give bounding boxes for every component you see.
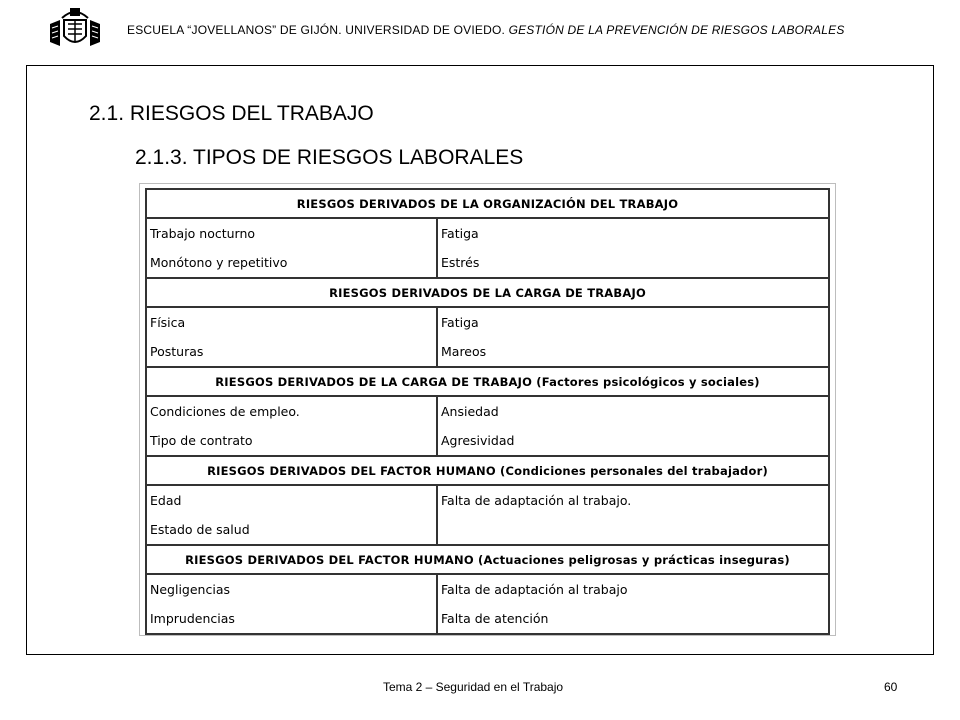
risk-effect: Mareos — [441, 344, 487, 359]
risk-effect: Estrés — [441, 255, 480, 270]
page-subtitle: 2.1.3. TIPOS DE RIESGOS LABORALES — [135, 146, 524, 169]
risk-cause-cell — [146, 485, 437, 545]
table-section-header-row — [146, 545, 829, 574]
footer-text: Tema 2 – Seguridad en el Trabajo — [382, 680, 564, 694]
risk-cause-cell — [146, 574, 437, 634]
risk-effect-cell — [437, 574, 829, 634]
risk-cause: Física — [150, 315, 186, 330]
table-section-header-row — [146, 278, 829, 307]
university-crest-icon — [48, 6, 102, 50]
page-number: 60 — [884, 680, 898, 694]
risk-cause-cell — [146, 396, 437, 456]
risk-effect-cell — [437, 307, 829, 367]
section-header: RIESGOS DERIVADOS DE LA CARGA DE TRABAJO (Factores psicológicos y sociales) — [146, 367, 829, 396]
section-header: RIESGOS DERIVADOS DEL FACTOR HUMANO (Condiciones personales del trabajador) — [146, 456, 829, 485]
risk-effect: Falta de atención — [441, 611, 549, 626]
risk-cause: Edad — [150, 493, 182, 508]
table-section-header-row — [146, 189, 829, 218]
risk-cause: Monótono y repetitivo — [150, 255, 288, 270]
section-header: RIESGOS DERIVADOS DE LA ORGANIZACIÓN DEL TRABAJO — [146, 189, 829, 218]
risk-effect-cell — [437, 396, 829, 456]
risk-table — [145, 188, 830, 635]
table-row — [146, 485, 829, 545]
section-header: RIESGOS DERIVADOS DE LA CARGA DE TRABAJO — [146, 278, 829, 307]
risk-effect-cell — [437, 485, 829, 545]
page-title: 2.1. RIESGOS DEL TRABAJO — [89, 102, 374, 125]
header-institution: ESCUELA “JOVELLANOS” DE GIJÓN. UNIVERSIDAD DE OVIEDO. — [127, 23, 509, 37]
risk-cause-cell — [146, 218, 437, 278]
risk-cause: Posturas — [150, 344, 204, 359]
risk-effect: Fatiga — [441, 226, 479, 241]
risk-cause: Estado de salud — [150, 522, 250, 537]
risk-cause: Negligencias — [150, 582, 230, 597]
header-course: GESTIÓN DE LA PREVENCIÓN DE RIESGOS LABORALES — [508, 23, 845, 37]
table-row — [146, 218, 829, 278]
section-header: RIESGOS DERIVADOS DEL FACTOR HUMANO (Actuaciones peligrosas y prácticas inseguras) — [146, 545, 829, 574]
risk-effect: Falta de adaptación al trabajo. — [441, 493, 632, 508]
risk-cause: Imprudencias — [150, 611, 235, 626]
risk-effect-cell — [437, 218, 829, 278]
table-row — [146, 307, 829, 367]
risk-cause: Tipo de contrato — [150, 433, 253, 448]
risk-effect: Ansiedad — [441, 404, 499, 419]
risk-cause-cell — [146, 307, 437, 367]
risk-effect — [438, 515, 828, 544]
table-section-header-row — [146, 456, 829, 485]
risk-cause: Condiciones de empleo. — [150, 404, 300, 419]
header-text — [127, 23, 927, 37]
table-row — [146, 574, 829, 634]
risk-effect: Fatiga — [441, 315, 479, 330]
risk-cause: Trabajo nocturno — [150, 226, 256, 241]
risk-effect: Agresividad — [441, 433, 515, 448]
table-section-header-row — [146, 367, 829, 396]
risk-effect: Falta de adaptación al trabajo — [441, 582, 628, 597]
table-row — [146, 396, 829, 456]
